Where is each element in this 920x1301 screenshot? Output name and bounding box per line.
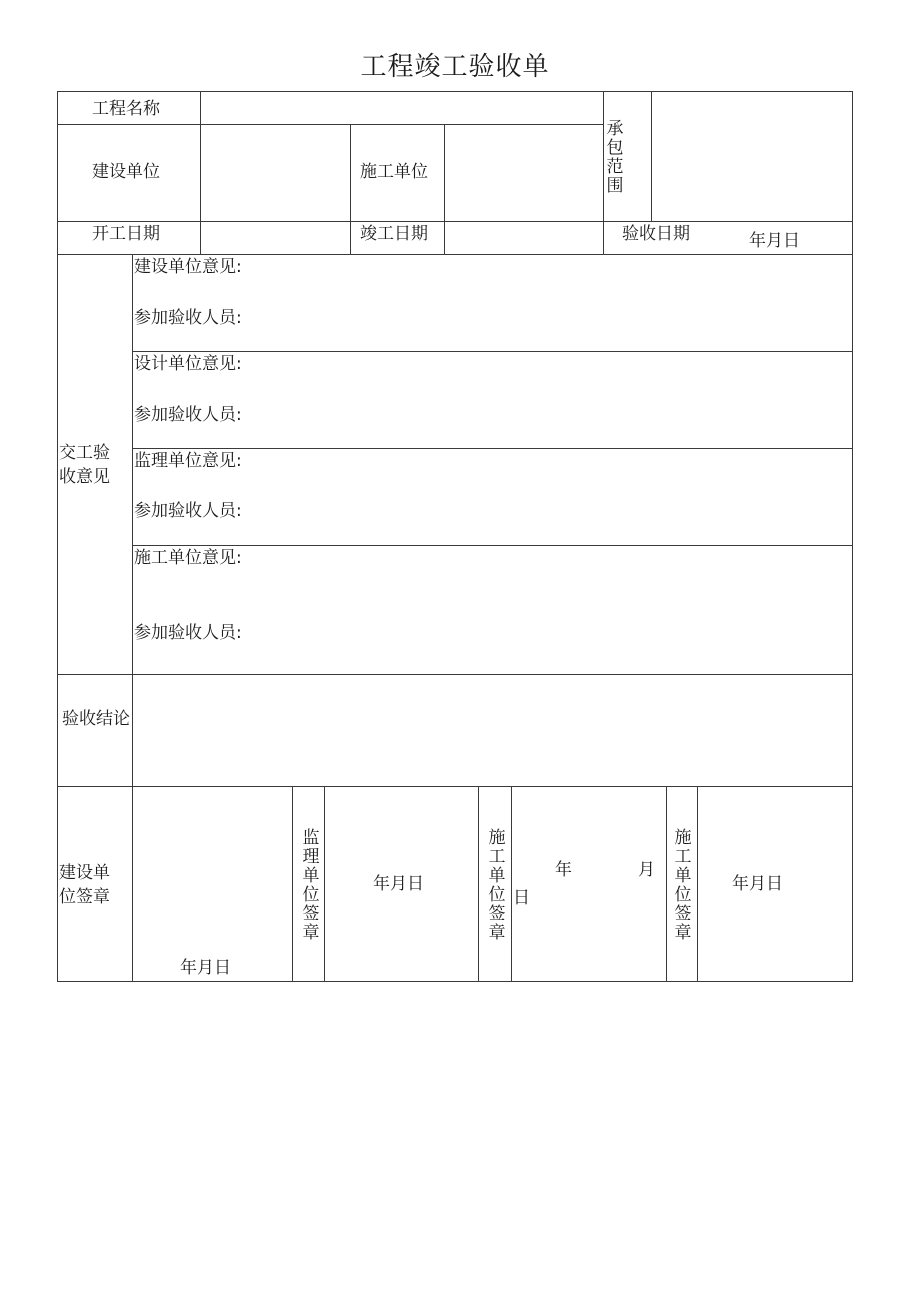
- design-opinion-label: 设计单位意见:: [134, 354, 242, 374]
- contractor-seal-label-2: 施工单位签章: [674, 828, 692, 943]
- acceptance-form: [57, 91, 853, 982]
- owner-opinion-label: 建设单位意见:: [134, 257, 242, 277]
- contractor-unit-field[interactable]: [445, 125, 603, 221]
- contract-scope-field[interactable]: [652, 92, 852, 221]
- owner-seal-label: 建设单位签章: [59, 863, 110, 907]
- contractor-unit-label: 施工单位: [360, 162, 428, 182]
- supervisor-seal-label: 监理单位签章: [302, 828, 320, 943]
- grid-line: [697, 786, 698, 982]
- grid-line: [350, 124, 351, 254]
- grid-line: [511, 786, 512, 982]
- contractor-date-year: 年: [555, 860, 572, 880]
- grid-line: [324, 786, 325, 982]
- grid-line: [57, 981, 853, 982]
- grid-line: [603, 91, 604, 254]
- contract-scope-label: 承包范围: [606, 119, 624, 196]
- project-name-label: 工程名称: [92, 99, 160, 119]
- grid-line: [478, 786, 479, 982]
- contractor-seal-label: 施工单位签章: [488, 828, 506, 943]
- contractor-opinion-label: 施工单位意见:: [134, 548, 242, 568]
- handover-opinion-label: 交工验收意见: [59, 443, 110, 487]
- conclusion-label: 验收结论: [62, 709, 130, 729]
- grid-line: [292, 786, 293, 982]
- contractor-personnel-label: 参加验收人员:: [134, 623, 242, 643]
- supervisor-personnel-label: 参加验收人员:: [134, 501, 242, 521]
- design-personnel-label: 参加验收人员:: [134, 405, 242, 425]
- grid-line: [57, 786, 853, 787]
- grid-line: [57, 254, 853, 255]
- grid-line: [132, 351, 853, 352]
- grid-line: [57, 91, 58, 982]
- start-date-label: 开工日期: [92, 224, 160, 244]
- grid-line: [666, 786, 667, 982]
- grid-line: [132, 545, 853, 546]
- completion-date-label: 竣工日期: [360, 224, 428, 244]
- grid-line: [852, 91, 853, 982]
- grid-line: [132, 254, 133, 982]
- project-name-field[interactable]: [201, 92, 603, 124]
- contractor-seal-date-2: 年月日: [732, 874, 783, 894]
- owner-unit-field[interactable]: [201, 125, 350, 221]
- grid-line: [132, 448, 853, 449]
- start-date-field[interactable]: [201, 222, 350, 254]
- owner-seal-date: 年月日: [180, 958, 231, 978]
- contractor-date-month: 月: [638, 860, 655, 880]
- conclusion-field[interactable]: [133, 675, 852, 786]
- acceptance-date-label: 验收日期: [622, 224, 690, 244]
- supervisor-opinion-label: 监理单位意见:: [134, 451, 242, 471]
- supervisor-seal-date: 年月日: [373, 874, 424, 894]
- completion-date-field[interactable]: [445, 222, 603, 254]
- owner-unit-label: 建设单位: [92, 162, 160, 182]
- page-title: 工程竣工验收单: [360, 52, 550, 82]
- owner-personnel-label: 参加验收人员:: [134, 308, 242, 328]
- acceptance-date-value: 年月日: [749, 231, 800, 251]
- contractor-date-day: 日: [513, 888, 530, 908]
